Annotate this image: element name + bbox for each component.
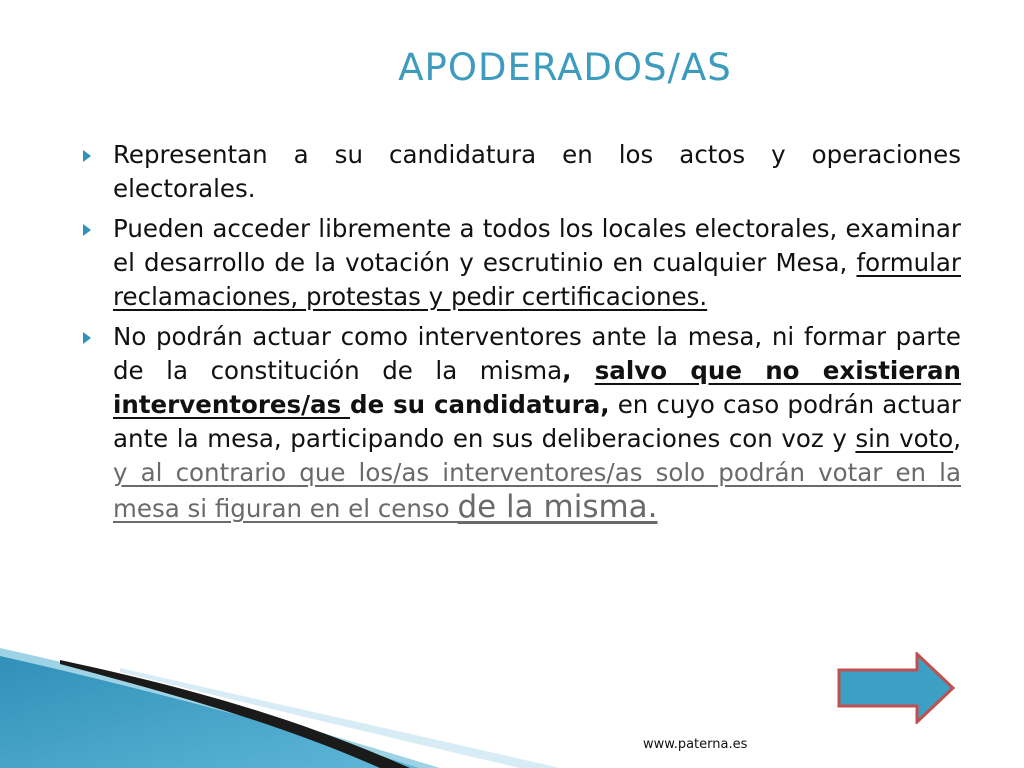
grey-underlined-text: y al contrario que los/as interventores/as solo podrán votar en la mesa si figuran en el censo xyxy=(113,458,961,523)
underlined-text: sin voto xyxy=(855,424,954,453)
bold-text: , xyxy=(562,356,595,385)
footer-url: www.paterna.es xyxy=(643,737,748,752)
bullet-text: , xyxy=(953,424,961,453)
bold-underlined-text: salvo que no existieran interventores/as xyxy=(113,356,961,419)
bullet-item xyxy=(80,138,961,206)
bullet-item xyxy=(80,212,961,314)
bullet-list xyxy=(80,138,961,532)
underlined-text: formular reclamaciones, protestas y pedir certificaciones. xyxy=(113,248,961,311)
bullet-text: No podrán actuar como interventores ante la mesa, ni formar parte de la constitución de la misma xyxy=(113,322,961,385)
bullet-text: en cuyo caso podrán actuar ante la mesa, participando en sus deliberaciones con voz y xyxy=(113,390,961,453)
triangle-bullet-icon xyxy=(83,332,91,344)
bold-text: de su candidatura, xyxy=(350,390,610,419)
slide-title: APODERADOS/AS xyxy=(398,46,732,89)
bullet-item xyxy=(80,320,961,526)
grey-underlined-large-text: de la misma. xyxy=(457,489,658,525)
bullet-text: Pueden acceder libremente a todos los locales electorales, examinar el desarrollo de la votación y escrutinio en cualquier Mesa, xyxy=(113,214,961,277)
triangle-bullet-icon xyxy=(83,150,91,162)
right-arrow-icon[interactable] xyxy=(835,652,957,724)
bullet-text: Representan a su candidatura en los actos y operaciones electorales. xyxy=(113,140,961,203)
triangle-bullet-icon xyxy=(83,224,91,236)
